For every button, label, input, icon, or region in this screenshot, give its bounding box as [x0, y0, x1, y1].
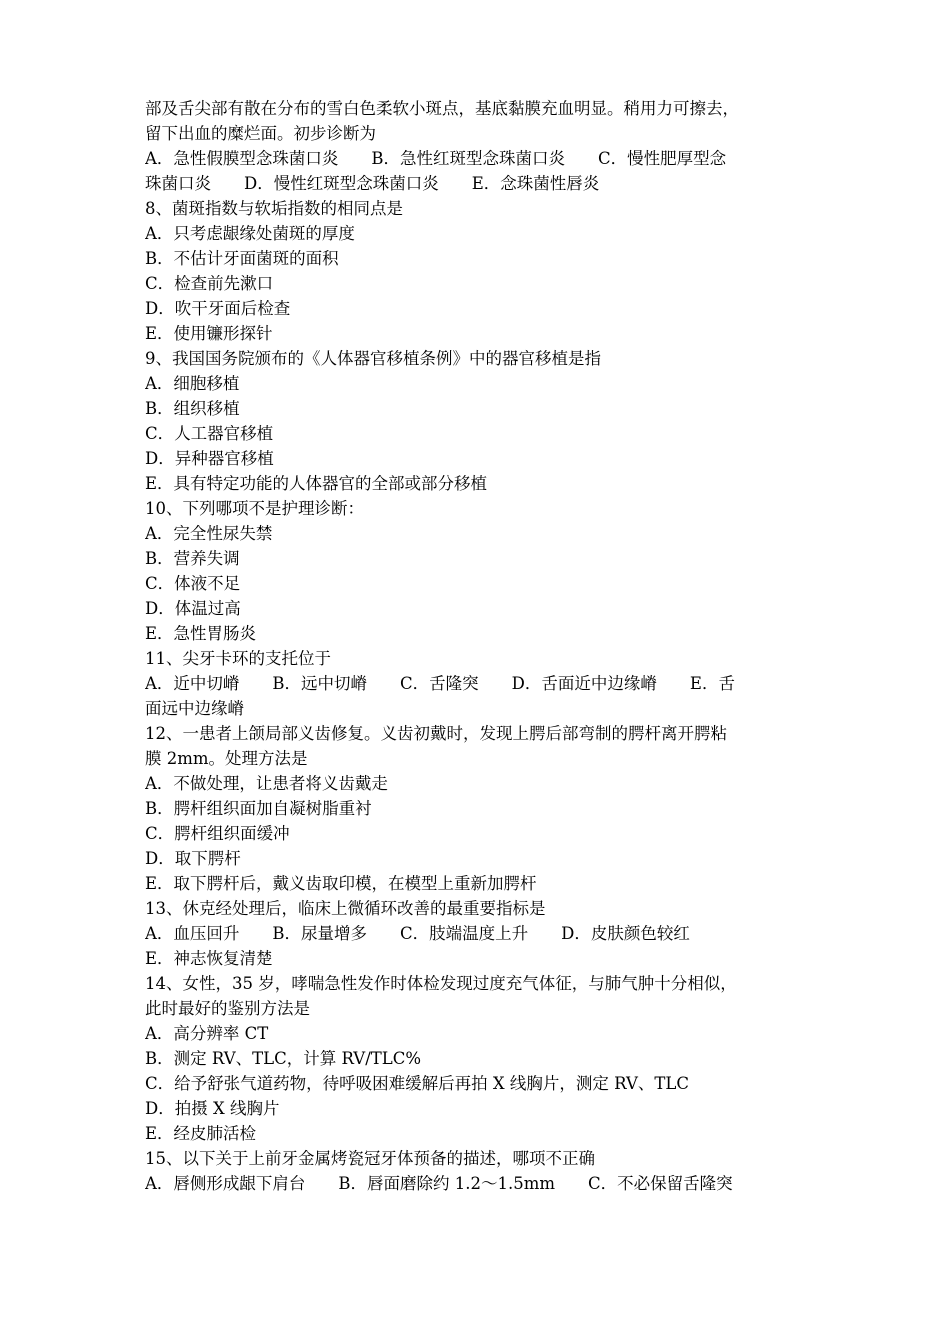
text-line: 12、一患者上颌局部义齿修复。义齿初戴时，发现上腭后部弯制的腭杆离开腭粘 — [145, 724, 727, 743]
text-line: A．近中切嵴 B．远中切嵴 C．舌隆突 D．舌面近中边缘嵴 E．舌 — [145, 674, 735, 693]
text-line: E．取下腭杆后，戴义齿取印模，在模型上重新加腭杆 — [145, 874, 537, 893]
text-line: E．神志恢复清楚 — [145, 949, 273, 968]
text-line: D．体温过高 — [145, 599, 241, 618]
text-line: 此时最好的鉴别方法是 — [145, 999, 310, 1018]
text-line: A．高分辨率 CT — [145, 1024, 269, 1043]
text-line: A．唇侧形成龈下肩台 B．唇面磨除约 1.2～1.5mm C．不必保留舌隆突 — [145, 1174, 733, 1193]
text-line: C．腭杆组织面缓冲 — [145, 824, 290, 843]
text-line: A．只考虑龈缘处菌斑的厚度 — [145, 224, 355, 243]
document-page — [145, 96, 815, 1196]
text-line: 留下出血的糜烂面。初步诊断为 — [145, 124, 376, 143]
text-line: 珠菌口炎 D．慢性红斑型念珠菌口炎 E．念珠菌性唇炎 — [145, 174, 600, 193]
text-line: B．不估计牙面菌斑的面积 — [145, 249, 339, 268]
text-line: A．完全性尿失禁 — [145, 524, 273, 543]
text-line: 部及舌尖部有散在分布的雪白色柔软小斑点，基底黏膜充血明显。稍用力可擦去， — [145, 99, 739, 118]
text-line: B．腭杆组织面加自凝树脂重衬 — [145, 799, 372, 818]
text-line: 膜 2mm。处理方法是 — [145, 749, 308, 768]
text-line: B．组织移植 — [145, 399, 240, 418]
text-line: A．细胞移植 — [145, 374, 240, 393]
text-line: 13、休克经处理后，临床上微循环改善的最重要指标是 — [145, 899, 546, 918]
text-line: B．营养失调 — [145, 549, 240, 568]
text-line: A．血压回升 B．尿量增多 C．肢端温度上升 D．皮肤颜色较红 — [145, 924, 690, 943]
text-line: E．经皮肺活检 — [145, 1124, 257, 1143]
text-line: 9、我国国务院颁布的《人体器官移植条例》中的器官移植是指 — [145, 349, 601, 368]
text-line: E．急性胃肠炎 — [145, 624, 257, 643]
text-line: 15、以下关于上前牙金属烤瓷冠牙体预备的描述，哪项不正确 — [145, 1149, 595, 1168]
text-line: 11、尖牙卡环的支托位于 — [145, 649, 331, 668]
text-line: B．测定 RV、TLC，计算 RV/TLC% — [145, 1049, 422, 1068]
text-line: C．体液不足 — [145, 574, 241, 593]
text-line: C．给予舒张气道药物，待呼吸困难缓解后再拍 X 线胸片，测定 RV、TLC — [145, 1074, 689, 1093]
text-line: D．异种器官移植 — [145, 449, 274, 468]
text-line: A．不做处理，让患者将义齿戴走 — [145, 774, 388, 793]
text-line: D．拍摄 X 线胸片 — [145, 1099, 280, 1118]
text-line: D．吹干牙面后检查 — [145, 299, 291, 318]
text-line: 8、菌斑指数与软垢指数的相同点是 — [145, 199, 403, 218]
text-line: C．人工器官移植 — [145, 424, 274, 443]
text-line: 14、女性，35 岁，哮喘急性发作时体检发现过度充气体征，与肺气肿十分相似， — [145, 974, 737, 993]
text-line: C．检查前先漱口 — [145, 274, 274, 293]
text-line: E．具有特定功能的人体器官的全部或部分移植 — [145, 474, 488, 493]
text-line: A．急性假膜型念珠菌口炎 B．急性红斑型念珠菌口炎 C．慢性肥厚型念 — [145, 149, 727, 168]
text-line: 10、下列哪项不是护理诊断： — [145, 499, 364, 518]
text-line: D．取下腭杆 — [145, 849, 241, 868]
text-line: 面远中边缘嵴 — [145, 699, 244, 718]
text-line: E．使用镰形探针 — [145, 324, 273, 343]
